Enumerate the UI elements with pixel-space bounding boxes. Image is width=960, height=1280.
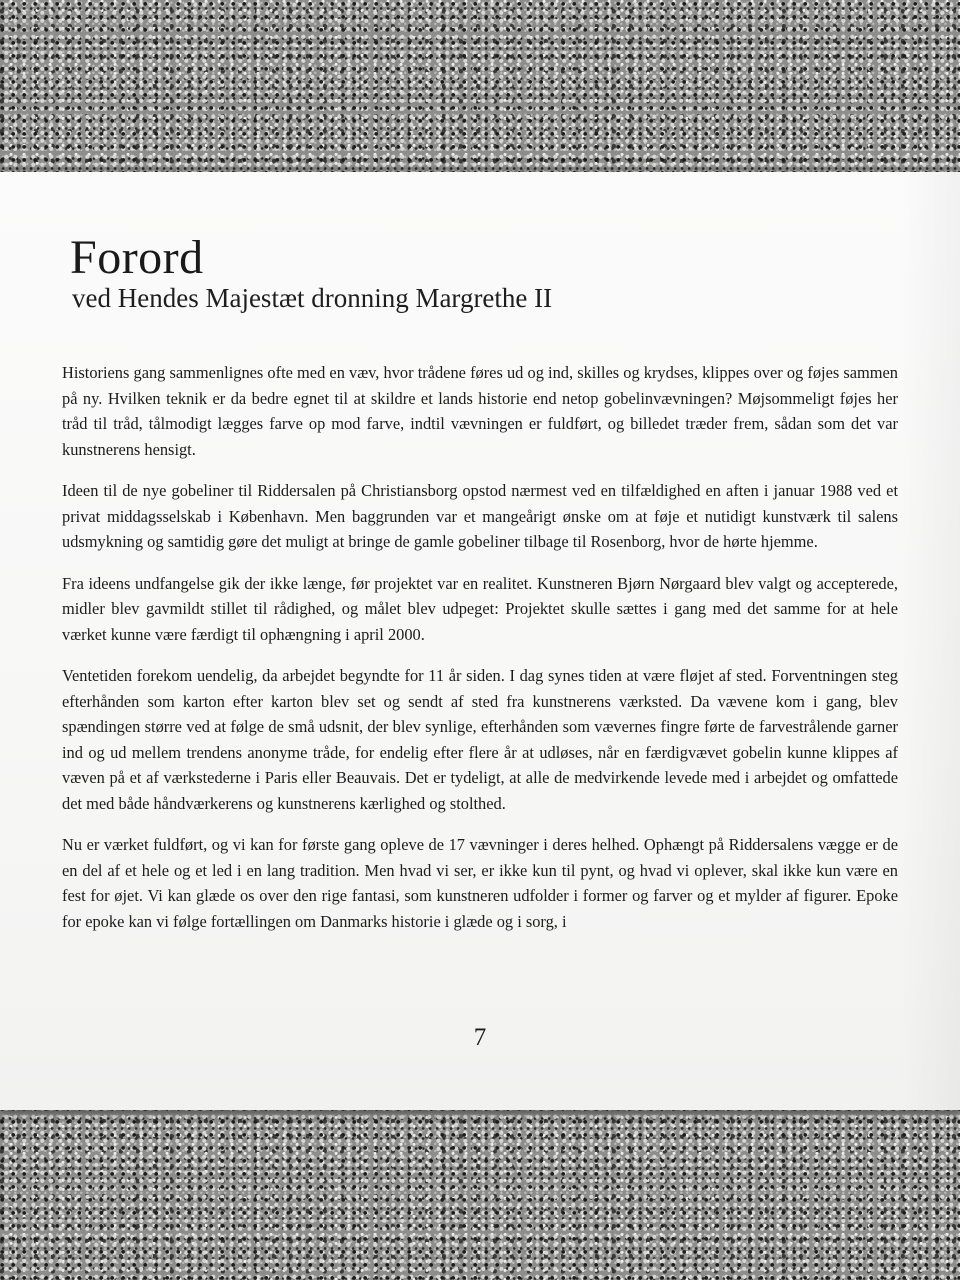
paragraph: Ideen til de nye gobeliner til Riddersalen på Christiansborg opstod nærmest ved en tilfældighed en aften i januar 1988 ved et privat middagsselskab i København. Men baggrunden var et mangeårigt ønske om at føje et nutidigt kunstværk til salens udsmykning og samtidig gøre det muligt at bringe de gamle gobeliner tilbage til Rosenborg, hvor de hørte hjemme. (62, 481, 898, 551)
paragraph: Ventetiden forekom uendelig, da arbejdet begyndte for 11 år siden. I dag synes tiden at være fløjet af sted. Forventningen steg efterhånden som karton efter karton blev set og sendt af sted fra kunstnerens værksted. Da vævene kom i gang, blev spændingen større ved at følge de små udsnit, der blev synlige, efterhånden som vævernes fingre førte de farvestrålende garner ind og ud mellem trendens anonyme tråde, for endelig efter flere år at udløses, når en færdigvævet gobelin kunne klippes af væven på et af værkstederne i Paris eller Beauvais. Det er tydeligt, at alle de medvirkende levede med i arbejdet og omfattede det med både håndværkerens og kunstnerens kærlighed og stolthed. (62, 666, 898, 813)
paragraph: Nu er værket fuldført, og vi kan for første gang opleve de 17 vævninger i deres helhed. Ophængt på Riddersalens vægge er de en del af et hele og et led i en lang tradition. Men hvad vi ser, er ikke kun til pynt, og hvad vi oplever, skal ikke kun være en fest for øjet. Vi kan glæde os over den rige fantasi, som kunstneren udfolder i former og farver og et mylder af figurer. Epoke for epoke kan vi følge fortællingen om Danmarks historie i glæde og i sorg, i (62, 835, 898, 931)
book-page (0, 172, 960, 1110)
page-title: Forord (70, 231, 204, 284)
paragraph: Historiens gang sammenlignes ofte med en væv, hvor trådene føres ud og ind, skilles og krydses, klippes over og føjes sammen på ny. Hvilken teknik er da bedre egnet til at skildre et lands historie end netop gobelinvævningen? Møjsommeligt føjes her tråd til tråd, tålmodigt lægges farve op mod farve, indtil vævningen er fuldført, og billedet træder frem, sådan som det var kunstnerens hensigt. (62, 363, 898, 459)
body-text (62, 360, 898, 950)
paragraph: Fra ideens undfangelse gik der ikke længe, før projektet var en realitet. Kunstneren Bjørn Nørgaard blev valgt og accepterede, midler blev gavmildt stillet til rådighed, og målet blev udpeget: Projektet skulle sættes i gang med det samme for at hele værket kunne være færdigt til ophængning i april 2000. (62, 573, 898, 644)
page-subtitle: ved Hendes Majestæt dronning Margrethe II (72, 283, 553, 313)
page-number: 7 (473, 1024, 487, 1051)
